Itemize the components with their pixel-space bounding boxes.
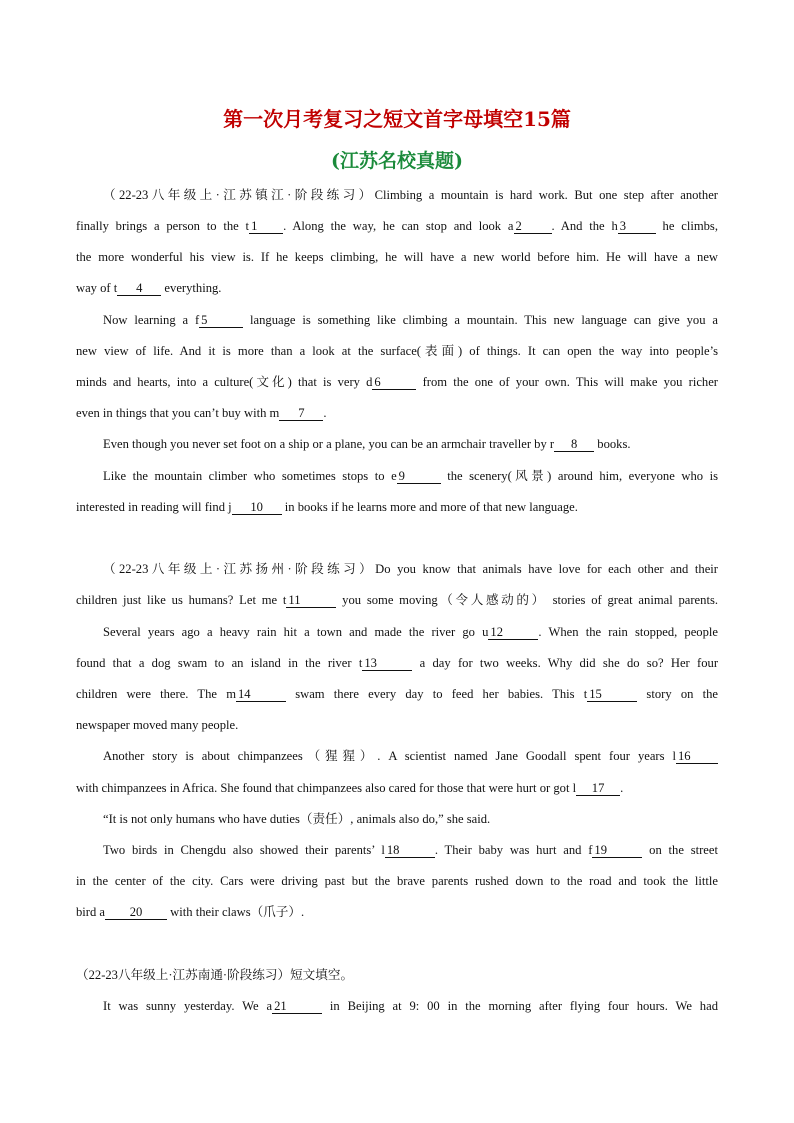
line-text: It was sunny yesterday. We a xyxy=(103,999,273,1013)
line-text: Two birds in Chengdu also showed their parents’ l xyxy=(103,843,385,857)
line-text: . Along the way, he can stop and look a xyxy=(283,219,514,233)
line-text: Now learning a f xyxy=(103,313,200,327)
answer-blank[interactable]: 2 xyxy=(514,219,552,234)
answer-blank[interactable]: 5 xyxy=(199,313,243,328)
line-text: Several years ago a heavy rain hit a town and made the river go u xyxy=(103,625,489,639)
text-line xyxy=(76,372,718,392)
line-text: everything. xyxy=(161,281,222,295)
text-line xyxy=(103,996,718,1016)
text-line xyxy=(103,840,718,860)
text-line xyxy=(76,902,718,922)
line-text: Even though you never set foot on a ship or a plane, you can be an armchair traveller by r xyxy=(103,437,555,451)
line-text: . And the h xyxy=(551,219,618,233)
line-text: Like the mountain climber who sometimes stops to e xyxy=(103,469,397,483)
text-line xyxy=(103,809,718,829)
text-line xyxy=(76,590,718,610)
line-text: （22-23八年级上·江苏南通·阶段练习）短文填空。 xyxy=(76,968,354,982)
line-text: minds and hearts, into a culture(文化) that is very d xyxy=(76,375,373,389)
line-text: story on the xyxy=(637,687,718,701)
text-line xyxy=(103,185,718,205)
answer-blank[interactable]: 17 xyxy=(576,781,620,796)
line-text: interested in reading will find j xyxy=(76,500,232,514)
line-text: language is something like climbing a mountain. This new language can give you a xyxy=(243,313,718,327)
text-line xyxy=(103,746,718,766)
page-title: 第一次月考复习之短文首字母填空15篇 xyxy=(223,107,571,131)
answer-blank[interactable]: 11 xyxy=(286,593,336,608)
page-subtitle: (江苏名校真题) xyxy=(331,150,463,172)
text-line xyxy=(76,778,718,798)
line-text: books. xyxy=(594,437,631,451)
answer-blank[interactable]: 10 xyxy=(232,500,282,515)
answer-blank[interactable]: 6 xyxy=(372,375,416,390)
line-text: . xyxy=(620,781,624,795)
line-text: even in things that you can’t buy with m xyxy=(76,406,280,420)
text-line xyxy=(76,278,718,298)
line-text: . xyxy=(323,406,327,420)
text-line xyxy=(76,715,718,735)
line-text: newspaper moved many people. xyxy=(76,718,239,732)
line-text: children just like us humans? Let me t xyxy=(76,593,287,607)
answer-blank[interactable]: 8 xyxy=(554,437,594,452)
line-text: （22-23八年级上·江苏镇江·阶段练习）Climbing a mountain is hard work. But one step after another xyxy=(103,188,718,202)
line-text: children were there. The m xyxy=(76,687,236,701)
text-line xyxy=(76,653,718,673)
line-text: new view of life. And it is more than a look at the surface(表面) of things. It can open the way into people’s xyxy=(76,344,718,358)
line-text: the more wonderful his view is. If he keeps climbing, he will have a new world before him. He will have a new xyxy=(76,250,718,264)
text-line xyxy=(76,965,718,985)
line-text: （22-23八年级上·江苏扬州·阶段练习）Do you know that animals have love for each other and their xyxy=(103,562,718,576)
text-line xyxy=(103,310,718,330)
answer-blank[interactable]: 13 xyxy=(362,656,412,671)
answer-blank[interactable]: 19 xyxy=(592,843,642,858)
line-text: found that a dog swam to an island in the river t xyxy=(76,656,363,670)
answer-blank[interactable]: 7 xyxy=(279,406,323,421)
text-line xyxy=(76,341,718,361)
answer-blank[interactable]: 21 xyxy=(272,999,322,1014)
answer-blank[interactable]: 9 xyxy=(397,469,441,484)
text-line xyxy=(76,871,718,891)
line-text: swam there every day to feed her babies. This t xyxy=(286,687,588,701)
text-line xyxy=(103,559,718,579)
answer-blank[interactable]: 18 xyxy=(385,843,435,858)
answer-blank[interactable]: 15 xyxy=(587,687,637,702)
line-text: . When the rain stopped, people xyxy=(538,625,718,639)
answer-blank[interactable]: 16 xyxy=(676,749,718,764)
line-text: you some moving（令人感动的） stories of great animal parents. xyxy=(336,593,718,607)
line-text: Another story is about chimpanzees（猩猩）. A scientist named Jane Goodall spent four years l xyxy=(103,749,676,763)
line-text: a day for two weeks. Why did she do so? Her four xyxy=(412,656,718,670)
answer-blank[interactable]: 12 xyxy=(488,625,538,640)
line-text: finally brings a person to the t xyxy=(76,219,250,233)
line-text: . Their baby was hurt and f xyxy=(434,843,593,857)
line-text: with their claws（爪子）. xyxy=(167,905,305,919)
text-line xyxy=(103,434,718,454)
line-text: bird a xyxy=(76,905,106,919)
line-text: in the center of the city. Cars were driving past but the brave parents rushed down to the road and took the little xyxy=(76,874,718,888)
line-text: in books if he learns more and more of that new language. xyxy=(281,500,578,514)
line-text: way of t xyxy=(76,281,118,295)
line-text: on the street xyxy=(642,843,718,857)
line-text: the scenery(风景) around him, everyone who is xyxy=(440,469,718,483)
line-text: “It is not only humans who have duties（责任）, animals also do,” she said. xyxy=(103,812,491,826)
answer-blank[interactable]: 4 xyxy=(117,281,161,296)
line-text: he climbs, xyxy=(655,219,718,233)
answer-blank[interactable]: 3 xyxy=(618,219,656,234)
text-line xyxy=(103,466,718,486)
line-text: from the one of your own. This will make you richer xyxy=(416,375,718,389)
answer-blank[interactable]: 14 xyxy=(236,687,286,702)
text-line xyxy=(103,622,718,642)
answer-blank[interactable]: 1 xyxy=(249,219,283,234)
line-text: with chimpanzees in Africa. She found that chimpanzees also cared for those that were hurt or got l xyxy=(76,781,577,795)
text-line xyxy=(76,684,718,704)
line-text: in Beijing at 9: 00 in the morning after flying four hours. We had xyxy=(322,999,718,1013)
text-line xyxy=(76,216,718,236)
text-line xyxy=(76,497,718,517)
text-line xyxy=(76,247,718,267)
answer-blank[interactable]: 20 xyxy=(105,905,167,920)
text-line xyxy=(76,403,718,423)
